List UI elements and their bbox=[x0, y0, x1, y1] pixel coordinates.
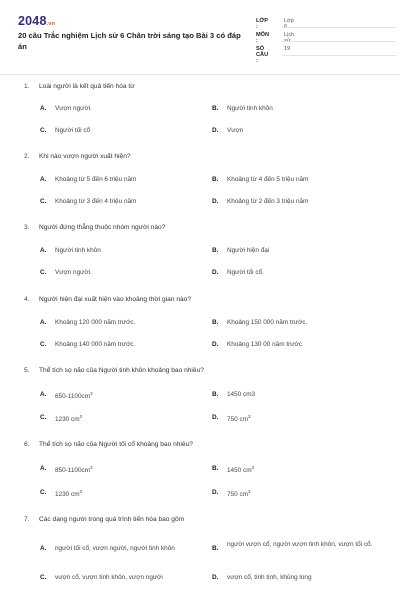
question-number: 4. bbox=[24, 296, 30, 303]
page-title: 20 câu Trắc nghiệm Lịch sử 6 Chân trời sáng tạo Bài 3 có đáp án bbox=[18, 31, 241, 51]
header-divider bbox=[0, 74, 400, 75]
meta-value: 19 bbox=[284, 46, 291, 52]
question-number: 3. bbox=[24, 224, 30, 231]
question-number: 5. bbox=[24, 367, 30, 374]
meta-value: Lớp 6 bbox=[284, 18, 294, 30]
question-text: Loài người là kết quả tiến hóa từ bbox=[39, 83, 135, 90]
quiz-page: 2048.vn 20 câu Trắc nghiệm Lịch sử 6 Chân trời sáng tạo Bài 3 có đáp án LỚP : Lớp 6 MÔN : Lịch sử SỐ CÂU : 19 1. Loài người là kết quả tiến hóa từ A. Vượn người. B. Người tinh khôn C. Người tối cổ D. Vượn 2. Khi nào vượn người xuất hiện? A. Khoảng từ 5 đến 6 triệu năm B. Khoảng từ 4 đến 5 triệu năm C. Khoảng từ 3 đến 4 triệu năm D. Khoảng từ 2 đến 3 triệu năm 3. Người đứng thẳng thuộc nhóm người nào? A. Người tinh khôn B. Người hiện đại C. Vượn người. D. Người tối cổ. 4. Người hiện đại xuất hiện vào khoảng thời gian nào? A. Khoảng 120 000 năm trước. B. Khoảng 150 000 năm trước. C. Khoảng 140 000 năm trước. D. Khoảng 130 00 năm trước 5. Thể tích sọ não của Người tinh khôn khoảng bao nhiêu? A. $650-1100cm^3$ B. 1450 cm3 C. 1230 $cm^3$ D. 750 $cm^3$ 6. Thể tích sọ não của Người tối cổ khoảng bao nhiêu? A. $850-1100cm^3$ B. 1450 $cm^3$ C. 1230 $cm^3$ D. 750 $cm^3$ 7. Các dạng người trong quá trình tiến hóa bao gồm A. người tối cổ, vượn người, người tinh khôn B. người vượn cổ, người vượn tinh khôn, vượn tối cổ. C. vượn cổ, vượn tinh khôn, vượn người D. vượn cổ, tinh tinh, khủng long bbox=[0, 0, 400, 600]
meta-divider bbox=[282, 55, 396, 56]
question-text: Thể tích sọ não của Người tinh khôn khoảng bao nhiêu? bbox=[39, 367, 204, 374]
question-text: Người hiện đại xuất hiện vào khoảng thời gian nào? bbox=[39, 296, 192, 303]
meta-key: MÔN : bbox=[256, 32, 270, 44]
site-logo[interactable]: 2048.vn bbox=[18, 14, 56, 28]
question-number: 1. bbox=[24, 83, 30, 90]
question-number: 7. bbox=[24, 516, 30, 523]
question-number: 2. bbox=[24, 153, 30, 160]
meta-value: Lịch sử bbox=[284, 32, 295, 44]
question-text: Người đứng thẳng thuộc nhóm người nào? bbox=[39, 224, 166, 231]
question-text: Thể tích sọ não của Người tối cổ khoảng bao nhiêu? bbox=[39, 441, 193, 448]
question-text: Khi nào vượn người xuất hiện? bbox=[39, 153, 131, 160]
meta-divider bbox=[282, 27, 396, 28]
meta-key: SỐ CÂU : bbox=[256, 46, 269, 64]
question-text: Các dạng người trong quá trình tiến hóa bao gồm bbox=[39, 516, 185, 523]
meta-key: LỚP : bbox=[256, 18, 268, 30]
question-number: 6. bbox=[24, 441, 30, 448]
meta-divider bbox=[282, 41, 396, 42]
quiz-header bbox=[0, 0, 400, 72]
